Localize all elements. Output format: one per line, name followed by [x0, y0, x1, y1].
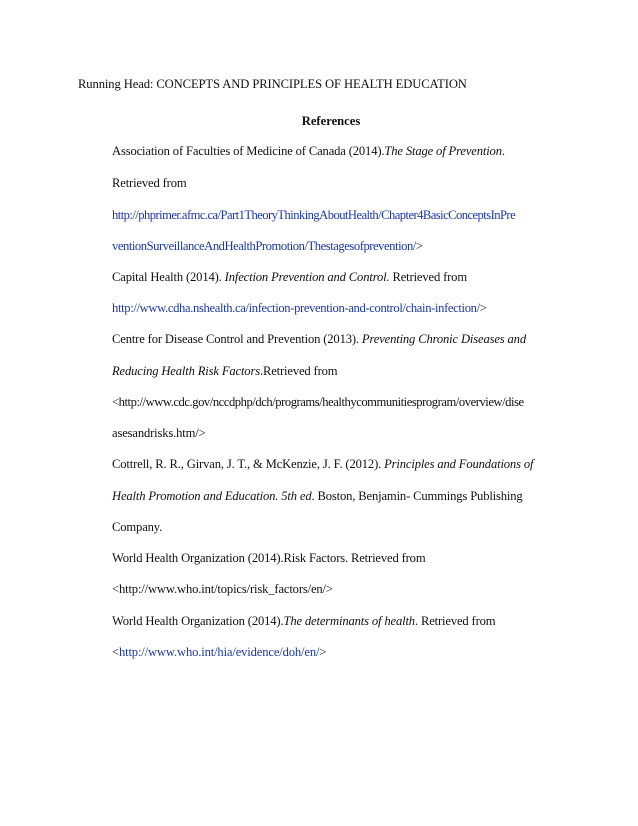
- reference-4-line-2: Health Promotion and Education. 5th ed. Boston, Benjamin- Cummings Publishing: [112, 489, 523, 503]
- reference-5-line-2: <http://www.who.int/topics/risk_factors/en/>: [112, 582, 333, 596]
- reference-1-url-line-1[interactable]: http://phprimer.afmc.ca/Part1TheoryThinkingAboutHealth/Chapter4BasicConceptsInPre: [112, 208, 516, 222]
- reference-3-line-3: <http://www.cdc.gov/nccdphp/dch/programs/healthycommunitiesprogram/overview/dise: [112, 395, 524, 409]
- reference-1-line-2: Retrieved from: [112, 176, 187, 190]
- reference-1-url-line-2: ventionSurveillanceAndHealthPromotion/Thestagesofprevention/>: [112, 239, 423, 253]
- reference-3-line-4: asesandrisks.htm/>: [112, 426, 206, 440]
- reference-5-line-1: World Health Organization (2014).Risk Factors. Retrieved from: [112, 551, 426, 565]
- reference-2-url-link[interactable]: http://www.cdha.nshealth.ca/infection-prevention-and-control/chain-infection/: [112, 301, 480, 315]
- reference-1-line-1: Association of Faculties of Medicine of Canada (2014).The Stage of Prevention.: [112, 144, 505, 158]
- reference-3-line-2: Reducing Health Risk Factors.Retrieved from: [112, 364, 338, 378]
- reference-6-line-1: World Health Organization (2014).The determinants of health. Retrieved from: [112, 614, 496, 628]
- reference-4-line-3: Company.: [112, 520, 163, 534]
- reference-6-line-2: <http://www.who.int/hia/evidence/doh/en/>: [112, 645, 327, 659]
- reference-2-line-2: http://www.cdha.nshealth.ca/infection-prevention-and-control/chain-infection/>: [112, 301, 487, 315]
- references-title: References: [301, 114, 361, 128]
- reference-4-line-1: Cottrell, R. R., Girvan, J. T., & McKenzie, J. F. (2012). Principles and Foundations of: [112, 457, 534, 471]
- reference-6-url-link[interactable]: http://www.who.int/hia/evidence/doh/en/: [118, 645, 320, 659]
- reference-1-url-link[interactable]: ventionSurveillanceAndHealthPromotion/Thestagesofprevention/: [112, 239, 416, 253]
- reference-3-line-1: Centre for Disease Control and Prevention (2013). Preventing Chronic Diseases and: [112, 332, 526, 346]
- running-head: Running Head: CONCEPTS AND PRINCIPLES OF HEALTH EDUCATION: [78, 77, 467, 91]
- reference-2-line-1: Capital Health (2014). Infection Prevention and Control. Retrieved from: [112, 270, 467, 284]
